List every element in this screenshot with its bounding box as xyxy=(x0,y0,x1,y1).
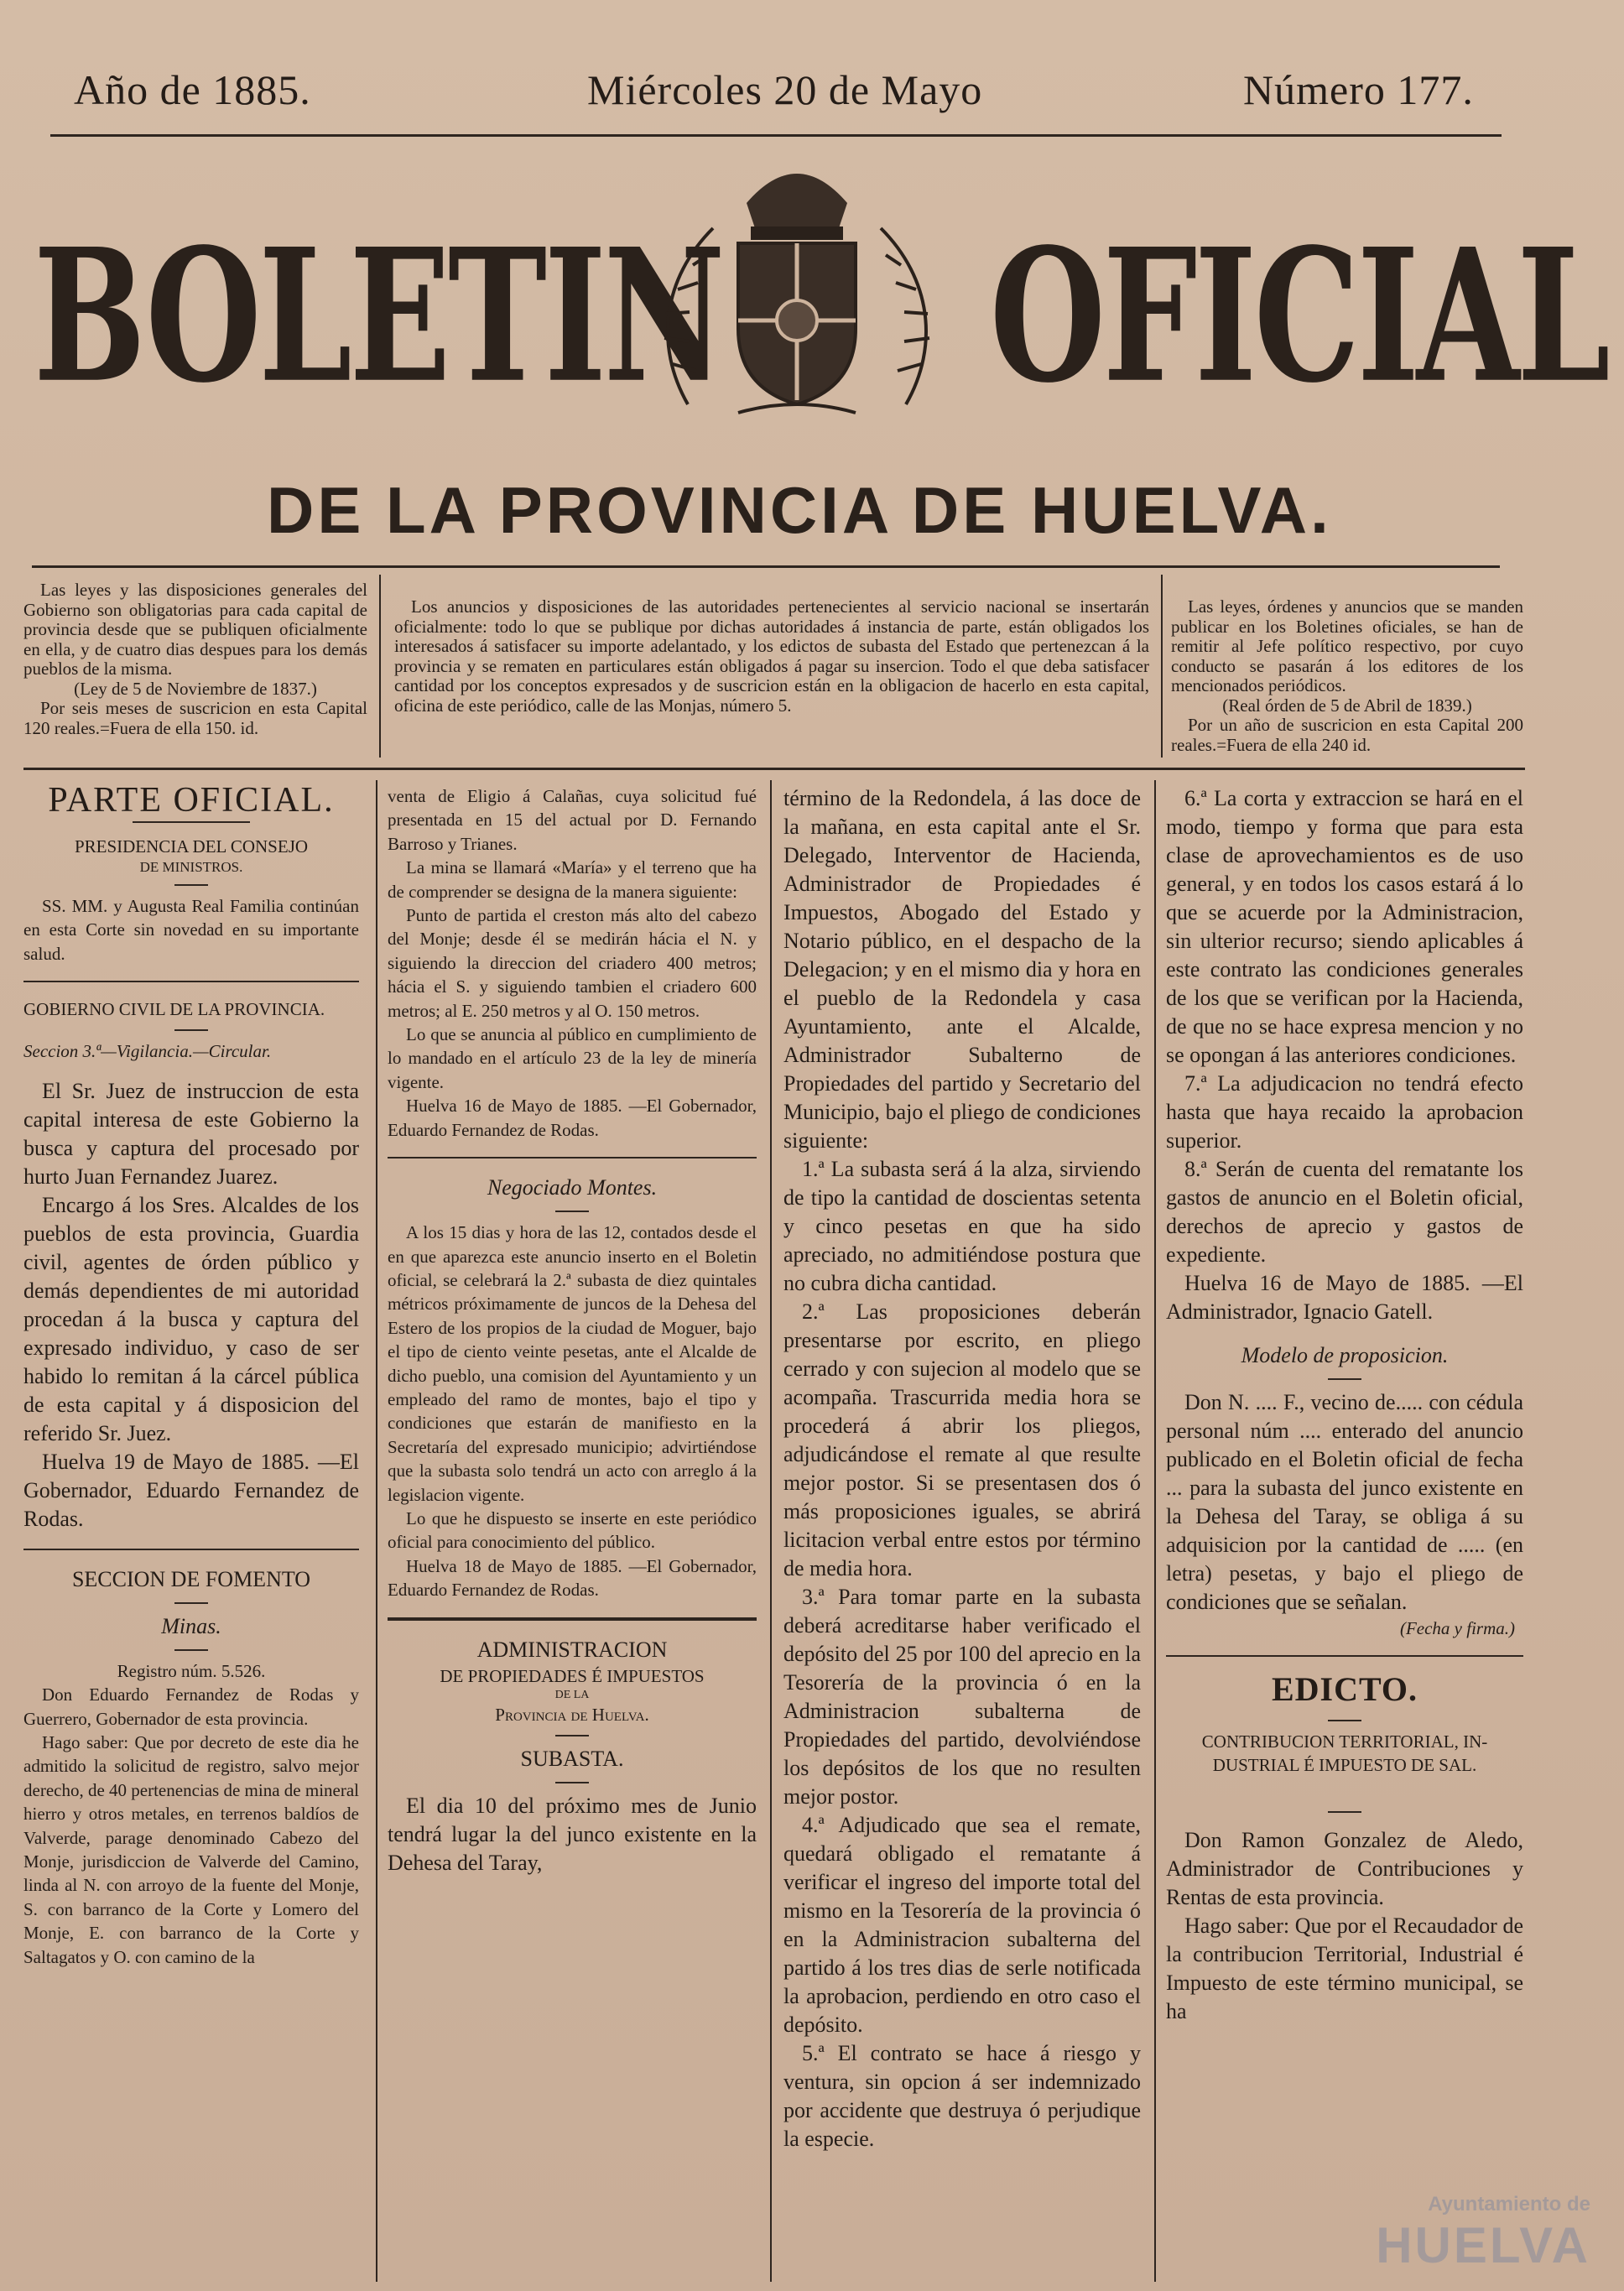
separator xyxy=(174,884,208,886)
modelo-paragraph: Don N. .... F., vecino de..... con cédula personal núm .... enterado del anuncio publicado en el Boletin oficial de fecha ... para la subasta del junco existente en la Dehesa del Taray, se obliga á su adquisicion por la cantidad de ..... (en letra) pesetas, y bajo el pliego de condiciones que se señalan. xyxy=(1166,1390,1523,1614)
hago-saber-edicto: Hago saber: Que por el Recaudador de la contribucion Territorial, Industrial é Impuesto de este término municipal, se ha xyxy=(1166,1913,1523,2023)
separator xyxy=(555,1211,589,1212)
coat-of-arms-emblem xyxy=(638,153,956,430)
subtitle-rule xyxy=(32,565,1500,568)
juez-paragraph: El Sr. Juez de instruccion de esta capital interesa de este Gobierno la busca y captura del procesado por hurto Juan Fernandez Juarez. xyxy=(23,1078,359,1189)
redondela-paragraph: término de la Redondela, á las doce de la mañana, en esta capital ante el Sr. Delegado, Interventor de Hacienda, Administrador de Propiedades é Impuestos, Abogado del Estado y Notario público, en el despacho de la Delegacion; y en el mismo dia y hora en el pueblo de la Redondela y casa Ayuntamiento, ante el Alcalde, Administrador Subalterno de Propiedades del partido y Secretario del Municipio, bajo el pliego de condiciones siguiente: xyxy=(783,786,1141,1153)
notices-rule xyxy=(23,768,1525,770)
fecha-firma: (Fecha y firma.) xyxy=(1399,1618,1515,1638)
condicion-6: 6.ª La corta y extraccion se hará en el modo, tiempo y forma que para esta clase de aprovechamientos es de uso general, y en todos los casos estará á lo que se acuerde por la Administracion, sin ulterior recurso; siendo aplicables á este contrato las condiciones generales de los que se verifican por la Hacienda, de que no se hace expresa mencion y no se opongan á las anteriores condiciones. xyxy=(1166,786,1523,1067)
separator xyxy=(388,1157,757,1159)
condicion-4: 4.ª Adjudicado que sea el remate, quedará obligado el rematante á verificar el ingreso del importe total del mismo en la Tesorería de la provincia ó en la Administracion subalterna del partido á los tres dias de serle notificada la aprobacion, perdiendo en otro caso el depósito. xyxy=(783,1813,1141,2037)
notice-right xyxy=(1171,597,1523,755)
column-divider-3 xyxy=(1154,780,1156,2282)
mina-maria-paragraph: La mina se llamará «María» y el terreno que ha de comprender se designa de la manera siguiente: xyxy=(388,857,757,902)
column-divider-2 xyxy=(770,780,772,2282)
junio-paragraph: El dia 10 del próximo mes de Junio tendrá lugar la del junco existente en la Dehesa del Taray, xyxy=(388,1794,757,1876)
issue-year: Año de 1885. xyxy=(74,66,311,113)
dispuesto-paragraph: Lo que he dispuesto se inserte en este periódico oficial para conocimiento del público. xyxy=(388,1507,757,1553)
gobernador-signature: Huelva 19 de Mayo de 1885. —El Gobernador, Eduardo Fernandez de Rodas. xyxy=(23,1449,359,1531)
notice-right-text: Las leyes, órdenes y anuncios que se manden publicar en los Boletines oficiales, se han de remitir al Jefe político respectivo, por cuyo conducto se pasarán á los editores de los mencionados periódicos. xyxy=(1171,596,1523,695)
separator xyxy=(1328,1811,1361,1813)
parte-oficial-heading: PARTE OFICIAL. xyxy=(48,781,335,820)
separator xyxy=(23,1549,359,1550)
ministros-heading: DE MINISTROS. xyxy=(139,858,243,875)
fomento-heading: SECCION DE FOMENTO xyxy=(71,1566,311,1591)
encargo-paragraph: Encargo á los Sres. Alcaldes de los pueblos de esta provincia, Guardia civil, agentes de órden público y demás dependientes de mi autoridad procedan á la busca y captura del expresado individuo, y caso de ser habido lo remitan á la cárcel pública de esta capital y á disposicion del referido Sr. Juez. xyxy=(23,1192,359,1445)
seccion-heading: Seccion 3.ª—Vigilancia.—Circular. xyxy=(23,1041,272,1062)
presidencia-heading: PRESIDENCIA DEL CONSEJO xyxy=(74,836,309,857)
notice-left-cite: (Ley de 5 de Noviembre de 1837.) xyxy=(74,678,317,699)
don-ramon-paragraph: Don Ramon Gonzalez de Aledo, Administrador de Contribuciones y Rentas de esta provincia. xyxy=(1166,1827,1523,1909)
separator xyxy=(174,1602,208,1604)
de-la-heading: DE LA xyxy=(554,1689,590,1701)
notice-divider-1 xyxy=(379,575,381,758)
separator xyxy=(133,821,250,823)
condicion-7: 7.ª La adjudicacion no tendrá efecto hasta que haya recaido la aprobacion superior. xyxy=(1166,1071,1523,1153)
separator xyxy=(1328,1378,1361,1380)
signature-16-mayo: Huelva 16 de Mayo de 1885. —El Gobernador, Eduardo Fernandez de Rodas. xyxy=(388,1096,757,1140)
separator xyxy=(23,981,359,982)
subtitle-province: DE LA PROVINCIA DE HUELVA. xyxy=(267,473,1332,547)
column-4 xyxy=(1166,784,1523,2026)
column-divider-1 xyxy=(376,780,377,2282)
condicion-1: 1.ª La subasta será á la alza, sirviendo de tipo la cantidad de doscientas setenta y cinco pesetas en que ha sido apreciado, no admitiéndose postura que no cubra dicha cantidad. xyxy=(783,1157,1141,1295)
notice-right-price: Por un año de suscricion en esta Capital 200 reales.=Fuera de ella 240 id. xyxy=(1171,715,1523,755)
venta-paragraph: venta de Eligio á Calañas, cuya solicitud fué presentada en 15 del actual por D. Fernando Barroso y Trianes. xyxy=(388,786,757,854)
watermark-line-2: HUELVA xyxy=(1376,2217,1590,2273)
edicto-heading: EDICTO. xyxy=(1271,1670,1418,1709)
ss-mm-paragraph: SS. MM. y Augusta Real Familia continúan en esta Corte sin novedad en su importante salud. xyxy=(23,895,359,964)
modelo-heading: Modelo de proposicion. xyxy=(1241,1343,1449,1367)
notice-left xyxy=(23,581,367,738)
signature-18-mayo: Huelva 18 de Mayo de 1885. —El Gobernador, Eduardo Fernandez de Rodas. xyxy=(388,1555,757,1601)
separator xyxy=(555,1782,589,1783)
provincia-heading: Provincia de Huelva. xyxy=(495,1705,649,1725)
title-left: BOLETIN xyxy=(34,208,723,424)
subasta-juncos-paragraph: A los 15 dias y hora de las 12, contados desde el en que aparezca este anuncio inserto en el Boletin oficial, se celebrará la 2.ª subasta de diez quintales métricos próximamente de juncos de la Dehesa del Estero de los propios de la ciudad de Moguer, bajo el tipo de ciento veinte pesetas, ante el Alcalde de dicho pueblo, una comision del Ayuntamiento y un empleado del ramo de montes, bajo el tipo y condiciones que estarán de manifiesto en la Secretaría del expresado municipio; advirtiéndose que la subasta solo tendrá un acto con arreglo á la legislacion vigente. xyxy=(388,1222,757,1505)
column-1 xyxy=(23,781,359,1969)
notice-left-price: Por seis meses de suscricion en esta Capital 120 reales.=Fuera de ella 150. id. xyxy=(23,698,367,738)
negociado-montes-heading: Negociado Montes. xyxy=(487,1175,658,1200)
contribucion-heading-1: CONTRIBUCION TERRITORIAL, IN- xyxy=(1201,1731,1488,1752)
separator xyxy=(555,1735,589,1736)
anuncio-paragraph: Lo que se anuncia al público en cumplimiento de lo mandado en el artículo 23 de la ley de minería vigente. xyxy=(388,1024,757,1092)
separator xyxy=(174,1649,208,1651)
separator xyxy=(388,1617,757,1621)
gobierno-heading: GOBIERNO CIVIL DE LA PROVINCIA. xyxy=(23,998,325,1019)
condicion-5: 5.ª El contrato se hace á riesgo y ventura, sin opcion á ser indemnizado por accidente que destruya ó perjudique la especie. xyxy=(783,2041,1141,2151)
subasta-heading: SUBASTA. xyxy=(520,1747,624,1772)
issue-number: Número 177. xyxy=(1243,66,1474,113)
condicion-3: 3.ª Para tomar parte en la subasta deberá acreditarse haber verificado el depósito del 25 por 100 del aprecio en la Tesorería de la provincia ó en la Administracion subalterna de Propiedades del partido, devolviéndose los depósitos de los que no resulten mejor postor. xyxy=(783,1585,1141,1809)
title-right: OFICIAL xyxy=(990,208,1608,424)
issue-date: Miércoles 20 de Mayo xyxy=(587,66,983,113)
watermark-logo xyxy=(1376,2193,1590,2274)
registro-heading: Registro núm. 5.526. xyxy=(117,1660,266,1681)
contribucion-heading-2: DUSTRIAL É IMPUESTO DE SAL. xyxy=(1212,1755,1477,1776)
column-2 xyxy=(388,784,757,1877)
don-eduardo-paragraph: Don Eduardo Fernandez de Rodas y Guerrero, Gobernador de esta provincia. xyxy=(23,1684,359,1729)
separator xyxy=(1328,1720,1361,1721)
notice-right-cite: (Real órden de 5 de Abril de 1839.) xyxy=(1222,695,1472,716)
hago-saber-paragraph: Hago saber: Que por decreto de este dia he admitido la solicitud de registro, salvo mejor derecho, de 40 pertenencias de mina de mineral hierro y otros metales, en terrenos baldíos de Valverde, parage denominado Cabezo del Monje, jurisdiccion de Valverde del Camino, linda al N. con arroyo de la fuente del Monje, S. con barranco de la Corte y Lomero del Monje, E. con barranco de la Corte y Saltagatos y O. con camino de la xyxy=(23,1731,359,1967)
column-3 xyxy=(783,784,1141,2153)
punto-partida-paragraph: Punto de partida el creston más alto del cabezo del Monje; desde él se medirán hácia el N. y siguiendo la direccion del criadero 400 metros; hácia el S. y siguiendo tambien el criadero 600 metros; al E. 250 metros y al O. 150 metros. xyxy=(388,905,757,1021)
minas-heading: Minas. xyxy=(161,1613,221,1638)
separator xyxy=(174,1029,208,1031)
notice-center xyxy=(394,597,1149,716)
notice-left-text: Las leyes y las disposiciones generales del Gobierno son obligatorias para cada capital de provincia desde que se publiquen oficialmente en ella, y de cuatro dias despues para los demás pueblos de la misma. xyxy=(23,580,367,679)
administrador-signature: Huelva 16 de Mayo de 1885. —El Administrador, Ignacio Gatell. xyxy=(1166,1271,1523,1324)
condicion-8: 8.ª Serán de cuenta del rematante los gastos de anuncio en el Boletin oficial, derechos de aprecio y gastos de expediente. xyxy=(1166,1157,1523,1267)
watermark-line-1: Ayuntamiento de xyxy=(1428,2193,1590,2216)
top-rule xyxy=(50,134,1502,137)
propiedades-heading: DE PROPIEDADES É IMPUESTOS xyxy=(440,1665,705,1686)
notice-center-text: Los anuncios y disposiciones de las autoridades pertenecientes al servicio nacional se insertarán oficialmente: todo lo que se publique por dichas autoridades á instancia de parte, están obligados los interesados á satisfacer su importe adelantado, y los edictos de subasta del Estado que pertenezcan á la provincia y se rematen en particulares están obligados á pagar su insercion. Todo el que deba satisfacer cantidad por los conceptos expresados y de suscricion están en la obligacion de hacerlo en esta capital, oficina de este periódico, calle de las Monjas, número 5. xyxy=(394,596,1149,716)
notice-divider-2 xyxy=(1161,575,1163,758)
separator xyxy=(1166,1655,1523,1657)
administracion-heading: ADMINISTRACION xyxy=(476,1637,668,1662)
condicion-2: 2.ª Las proposiciones deberán presentarse por escrito, en pliego cerrado y con sujecion al modelo que se acompaña. Trascurrida media hora se procederá á abrir los pliegos, adjudicándose el remate al que resulte mejor postor. Si se presentasen dos ó más proposiciones iguales, se abrirá licitacion verbal entre estos por término de media hora. xyxy=(783,1299,1141,1580)
